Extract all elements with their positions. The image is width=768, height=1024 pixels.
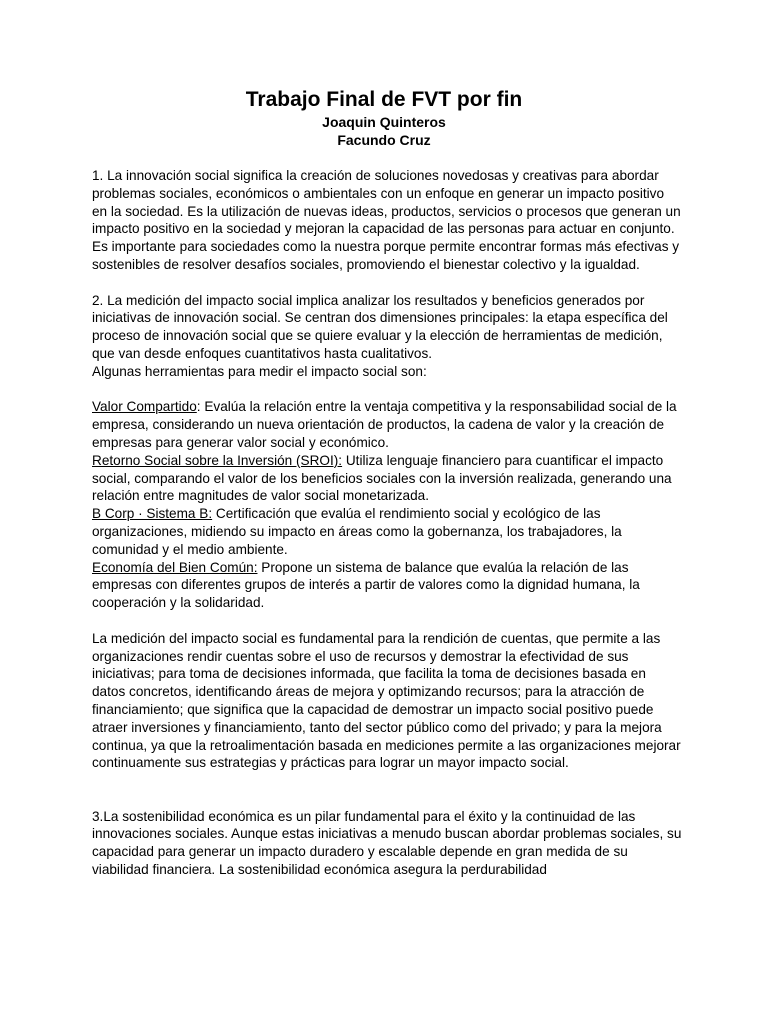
tool-name: Valor Compartido <box>92 399 197 415</box>
tool-name: Economía del Bien Común: <box>92 559 258 575</box>
author-name: Joaquin Quinteros <box>322 114 446 130</box>
author-name: Facundo Cruz <box>337 132 431 148</box>
tool-description: Evalúa la relación entre la ventaja competitiva y la responsabilidad social de la empresa, considerando un nueva orientación de productos, la cadena de valor y la creación de empresas para generar valor social y económico. <box>92 399 677 450</box>
tool-name: B Corp · Sistema B: <box>92 506 213 522</box>
paragraph-sostenibilidad-economica: 3.La sostenibilidad económica es un pilar fundamental para el éxito y la continuidad de las innovaciones sociales. Aunque estas iniciativas a menudo buscan abordar problemas sociales, su capacidad para generar un impacto duradero y escalable depende en gran medida de su viabilidad financiera. La sostenibilidad económica asegura la perdurabilidad <box>92 808 682 878</box>
tool-name: Retorno Social sobre la Inversión (SROI): <box>92 452 343 468</box>
document-body <box>92 167 682 879</box>
document-title: Trabajo Final de FVT por fin <box>245 88 523 111</box>
tool-separator: : <box>196 399 205 415</box>
tool-description: Certificación que evalúa el rendimiento social y ecológico de las organizaciones, midiendo su impacto en áreas como la gobernanza, los trabajadores, la comunidad y el medio ambiente. <box>92 506 622 557</box>
paragraph-innovacion-social: 1. La innovación social significa la creación de soluciones novedosas y creativas para abordar problemas sociales, económicos o ambientales con un enfoque en generar un impacto positivo en la sociedad. Es la utilización de nuevas ideas, productos, servicios o procesos que generan un impacto positivo en la sociedad y mejoran la capacidad de las personas para actuar en conjunto. Es importante para sociedades como la nuestra porque permite encontrar formas más efectivas y sostenibles de resolver desafíos sociales, promoviendo el bienestar colectivo y la igualdad. <box>92 168 681 272</box>
paragraph-importancia-medicion: La medición del impacto social es fundamental para la rendición de cuentas, que permite a las organizaciones rendir cuentas sobre el uso de recursos y demostrar la efectividad de sus iniciativas; para toma de decisiones informada, que facilita la toma de decisiones basada en datos concretos, identificando áreas de mejora y optimizando recursos; para la atracción de financiamiento; que significa que la capacidad de demostrar un impacto social positivo puede atraer inversiones y financiamiento, tanto del sector público como del privado; y para la mejora continua, ya que la retroalimentación basada en mediciones permite a las organizaciones mejorar continuamente sus estrategias y prácticas para lograr un mayor impacto social. <box>92 630 681 771</box>
paragraph-medicion-impacto: 2. La medición del impacto social implica analizar los resultados y beneficios generados por iniciativas de innovación social. Se centran dos dimensiones principales: la etapa específica del proceso de innovación social que se quiere evaluar y la elección de herramientas de medición, que van desde enfoques cuantitativos hasta cualitativos. <box>92 292 668 361</box>
tool-description: Utiliza lenguaje financiero para cuantificar el impacto social, comparando el valor de los beneficios sociales con la inversión realizada, generando una relación entre magnitudes de valor social monetarizada. <box>92 452 672 504</box>
tool-item <box>92 559 682 612</box>
tool-item <box>92 505 682 558</box>
tool-description: Propone un sistema de balance que evalúa la relación de las empresas con diferentes grupos de interés a partir de valores como la dignidad humana, la cooperación y la solidaridad. <box>92 559 640 611</box>
tool-item <box>92 398 682 451</box>
tool-item <box>92 452 682 505</box>
paragraph-herramientas-intro: Algunas herramientas para medir el impacto social son: <box>92 363 427 379</box>
